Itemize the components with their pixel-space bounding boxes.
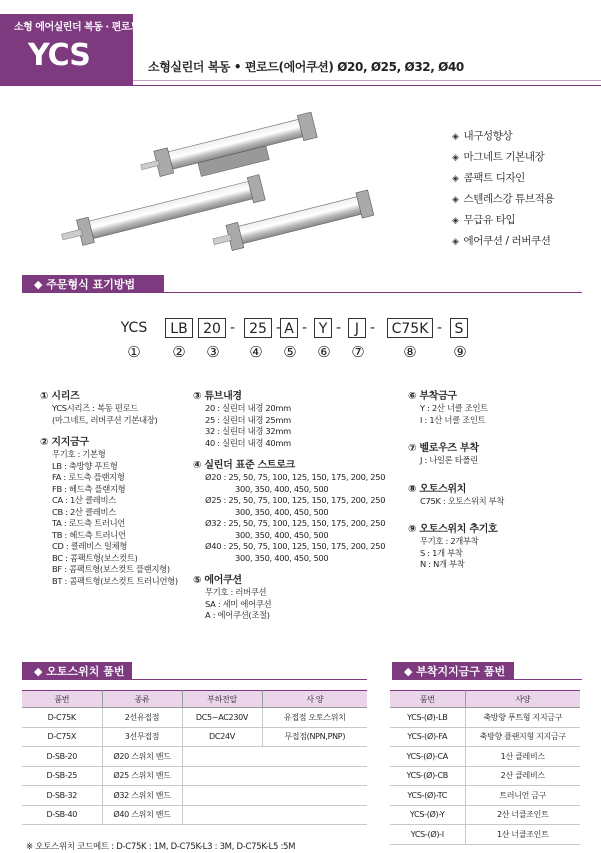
spec-line: 32 : 실린더 내경 32mm xyxy=(205,426,291,436)
spec-line: 300, 350, 400, 450, 500 xyxy=(235,552,329,563)
spec-line: 40 : 실린더 내경 40mm xyxy=(205,437,291,448)
switch-table xyxy=(22,690,367,825)
table-cell: D-SB-20 xyxy=(22,747,102,767)
code-number: ② xyxy=(172,343,186,361)
order-section-title: ◆ 주문형식 표기방법 xyxy=(22,275,164,292)
spec-line: 300, 350, 400, 450, 500 xyxy=(235,483,329,494)
column-header: 사 양 xyxy=(262,691,367,708)
code-number: ④ xyxy=(249,343,263,361)
category-label: 소형 에어실린더 복동 · 편로드 xyxy=(14,22,140,33)
table-cell: YCS-(Ø)-FA xyxy=(390,727,465,747)
table-cell xyxy=(182,805,367,825)
bore-stroke-cushion-column xyxy=(193,390,385,622)
table-cell: Ø40 스위치 밴드 xyxy=(102,805,182,825)
table-cell: YCS-(Ø)-Y xyxy=(390,805,465,825)
table-row xyxy=(22,786,367,806)
header-rule-light xyxy=(133,80,601,81)
spec-line: S : 1개 부착 xyxy=(420,547,463,558)
spec-line: (마그네트, 러버쿠션 기본내장) xyxy=(52,414,158,425)
spec-line: 무기호 : 러버쿠션 xyxy=(205,587,267,597)
code-number: ③ xyxy=(206,343,220,361)
spec-line: Ø32 : 25, 50, 75, 100, 125, 150, 175, 200, 250 xyxy=(205,518,386,528)
spec-line: Ø40 : 25, 50, 75, 100, 125, 150, 175, 200, 250 xyxy=(205,541,386,551)
spec-line: Y : 2산 너클 조인트 xyxy=(420,403,488,413)
switch-table-title: ◆ 오토스위치 품번 xyxy=(22,662,132,679)
spec-line: TB : 헤드측 트러니언 xyxy=(52,529,126,540)
bracket-table xyxy=(390,690,580,845)
table-row xyxy=(390,708,580,728)
table-row xyxy=(22,747,367,767)
table-cell: DC5~AC230V xyxy=(182,708,262,728)
spec-line: Ø20 : 25, 50, 75, 100, 125, 150, 175, 200, 250 xyxy=(205,472,386,482)
rod-end-heading: ⑥ 부착금구 xyxy=(408,391,457,402)
switch-qty-heading: ⑨ 오토스위치 추기호 xyxy=(408,524,498,535)
code-rod-end: Y xyxy=(314,318,332,338)
table-cell: 축방향 플랜지형 지지금구 xyxy=(465,727,580,747)
table-cell: Ø20 스위치 밴드 xyxy=(102,747,182,767)
series-name: YCS xyxy=(28,38,90,73)
diamond-icon: ◈ xyxy=(452,153,459,163)
table-cell: YCS-(Ø)-CB xyxy=(390,766,465,786)
feature-item: ◈ 무급유 타입 xyxy=(452,214,516,226)
diamond-icon: ◈ xyxy=(452,174,459,184)
order-section-rule xyxy=(22,292,582,293)
table-cell: Ø25 스위치 밴드 xyxy=(102,766,182,786)
code-stroke: 25 xyxy=(244,318,272,338)
spec-line: CB : 2산 클레비스 xyxy=(52,506,116,517)
spec-line: BF : 콤팩트형(보스컷트 플랜지형) xyxy=(52,564,170,574)
spec-line: SA : 세미 에어쿠션 xyxy=(205,598,272,609)
table-cell: 2선유접점 xyxy=(102,708,182,728)
spec-line: 300, 350, 400, 450, 500 xyxy=(235,506,329,517)
code-switch-qty: S xyxy=(450,318,468,338)
table-cell: 1산 너클조인트 xyxy=(465,825,580,845)
spec-line: 25 : 실린더 내경 25mm xyxy=(205,414,291,425)
spec-line: 300, 350, 400, 450, 500 xyxy=(235,529,329,540)
page-title: 소형실린더 복동 • 편로드(에어쿠션) Ø20, Ø25, Ø32, Ø40 xyxy=(148,60,464,74)
table-cell: D-SB-32 xyxy=(22,786,102,806)
spec-line: A : 에어쿠션(조절) xyxy=(205,610,270,620)
table-cell: YCS-(Ø)-CA xyxy=(390,747,465,767)
diamond-icon: ◈ xyxy=(452,216,459,226)
spec-line: LB : 축방향 푸트형 xyxy=(52,460,118,471)
bellows-heading: ⑦ 벨로우즈 부착 xyxy=(408,443,479,454)
table-cell: 1산 클레비스 xyxy=(465,747,580,767)
table-row xyxy=(390,805,580,825)
table-cell: DC24V xyxy=(182,727,262,747)
bracket-table-rule xyxy=(392,679,582,680)
spec-line: I : 1산 너클 조인트 xyxy=(420,414,486,425)
table-cell: 3선무접점 xyxy=(102,727,182,747)
spec-line: 20 : 실린더 내경 20mm xyxy=(205,403,291,413)
table-row xyxy=(22,708,367,728)
series-heading: ① 시리즈 xyxy=(40,391,80,402)
spec-line: FB : 헤드측 플랜지형 xyxy=(52,483,126,494)
column-header: 품번 xyxy=(390,691,465,708)
code-cushion: A xyxy=(280,318,298,338)
code-bore: 20 xyxy=(198,318,226,338)
spec-line: FA : 로드측 플랜지형 xyxy=(52,472,125,482)
spec-line: C75K : 오토스위치 부착 xyxy=(420,495,505,506)
switch-heading: ⑧ 오토스위치 xyxy=(408,483,467,495)
feature-item: ◈ 마그네트 기본내장 xyxy=(452,151,545,163)
code-dash: - xyxy=(370,320,376,336)
feature-item: ◈ 에어쿠션 / 러버쿠션 xyxy=(452,235,551,247)
code-dash: - xyxy=(437,320,443,336)
feature-item: ◈ 콤팩트 디자인 xyxy=(452,172,525,184)
diamond-icon: ◈ xyxy=(452,237,459,247)
diamond-icon: ◈ xyxy=(452,195,459,205)
spec-line: CD : 클레비스 일체형 xyxy=(52,541,128,551)
code-number: ⑤ xyxy=(283,343,297,361)
spec-line: CA : 1산 클레비스 xyxy=(52,495,116,505)
table-row xyxy=(22,727,367,747)
code-dash: - xyxy=(336,320,342,336)
code-number: ⑥ xyxy=(317,343,331,361)
diamond-icon: ◈ xyxy=(452,132,459,142)
code-dash: - xyxy=(302,320,308,336)
mount-heading: ② 지지금구 xyxy=(40,437,89,448)
column-header: 사양 xyxy=(465,691,580,708)
code-number: ① xyxy=(127,343,141,361)
code-number: ⑨ xyxy=(453,343,467,361)
spec-line: 무기호 : 기본형 xyxy=(52,449,106,459)
table-cell: D-C75K xyxy=(22,708,102,728)
stroke-heading: ④ 실린더 표준 스트로크 xyxy=(193,460,295,471)
code-switch: C75K xyxy=(387,318,433,338)
table-cell xyxy=(182,747,367,767)
table-cell: YCS-(Ø)-TC xyxy=(390,786,465,806)
table-cell: D-SB-40 xyxy=(22,805,102,825)
cushion-heading: ⑤ 에어쿠션 xyxy=(193,575,242,586)
column-header: 부하전압 xyxy=(182,691,262,708)
column-header: 종류 xyxy=(102,691,182,708)
table-cell: 2산 클레비스 xyxy=(465,766,580,786)
table-row xyxy=(390,825,580,845)
series-tag xyxy=(0,14,140,86)
spec-line: BC : 콤팩트형(보스컷트) xyxy=(52,552,138,563)
cord-length-note: ※ 오토스위치 코드메트 : D-C75K : 1M, D-C75K-L3 : 3M, D-C75K-L5 :5M xyxy=(26,842,296,852)
table-cell: D-C75X xyxy=(22,727,102,747)
table-cell: 무접점(NPN,PNP) xyxy=(262,727,367,747)
feature-item: ◈ 내구성향상 xyxy=(452,130,513,142)
spec-line: J : 나일론 타폴린 xyxy=(420,455,478,465)
switch-table-rule xyxy=(22,679,367,680)
spec-line: TA : 로드측 트러니언 xyxy=(52,518,126,528)
table-row xyxy=(22,805,367,825)
code-mount: LB xyxy=(165,318,193,338)
table-cell: Ø32 스위치 밴드 xyxy=(102,786,182,806)
table-row xyxy=(390,727,580,747)
table-row xyxy=(390,747,580,767)
code-bellows: J xyxy=(348,318,366,338)
table-cell: YCS-(Ø)-I xyxy=(390,825,465,845)
table-row xyxy=(22,766,367,786)
table-cell xyxy=(182,766,367,786)
header-rule xyxy=(133,85,601,86)
spec-line: N : N개 부착 xyxy=(420,559,465,569)
table-cell: 유접점 오토스위치 xyxy=(262,708,367,728)
table-row xyxy=(390,786,580,806)
spec-line: YCS시리즈 : 복동 편로드 xyxy=(52,403,139,413)
product-photo xyxy=(55,105,385,265)
code-dash: - xyxy=(230,320,236,336)
spec-line: Ø25 : 25, 50, 75, 100, 125, 150, 175, 200, 250 xyxy=(205,495,386,505)
table-cell: 2산 너클조인트 xyxy=(465,805,580,825)
feature-item: ◈ 스텐레스강 튜브적용 xyxy=(452,193,555,205)
table-cell: D-SB-25 xyxy=(22,766,102,786)
code-number: ⑧ xyxy=(403,343,417,361)
feature-list xyxy=(452,128,554,254)
column-header: 품번 xyxy=(22,691,102,708)
code-series: YCS xyxy=(120,320,148,336)
bracket-table-title: ◆ 부착지지금구 품번 xyxy=(392,662,514,679)
series-and-mount-column xyxy=(40,390,178,587)
table-cell xyxy=(182,786,367,806)
spec-line: 무기호 : 2개부착 xyxy=(420,536,479,546)
spec-line: BT : 콤팩트형(보스컷트 트러니언형) xyxy=(52,575,178,586)
code-dash: - xyxy=(276,320,282,336)
table-cell: YCS-(Ø)-LB xyxy=(390,708,465,728)
accessory-column xyxy=(408,390,504,571)
table-cell: 트러니언 금구 xyxy=(465,786,580,806)
bore-heading: ③ 튜브내경 xyxy=(193,391,242,402)
table-cell: 축방향 푸트형 지지금구 xyxy=(465,708,580,728)
code-number: ⑦ xyxy=(351,343,365,361)
table-row xyxy=(390,766,580,786)
